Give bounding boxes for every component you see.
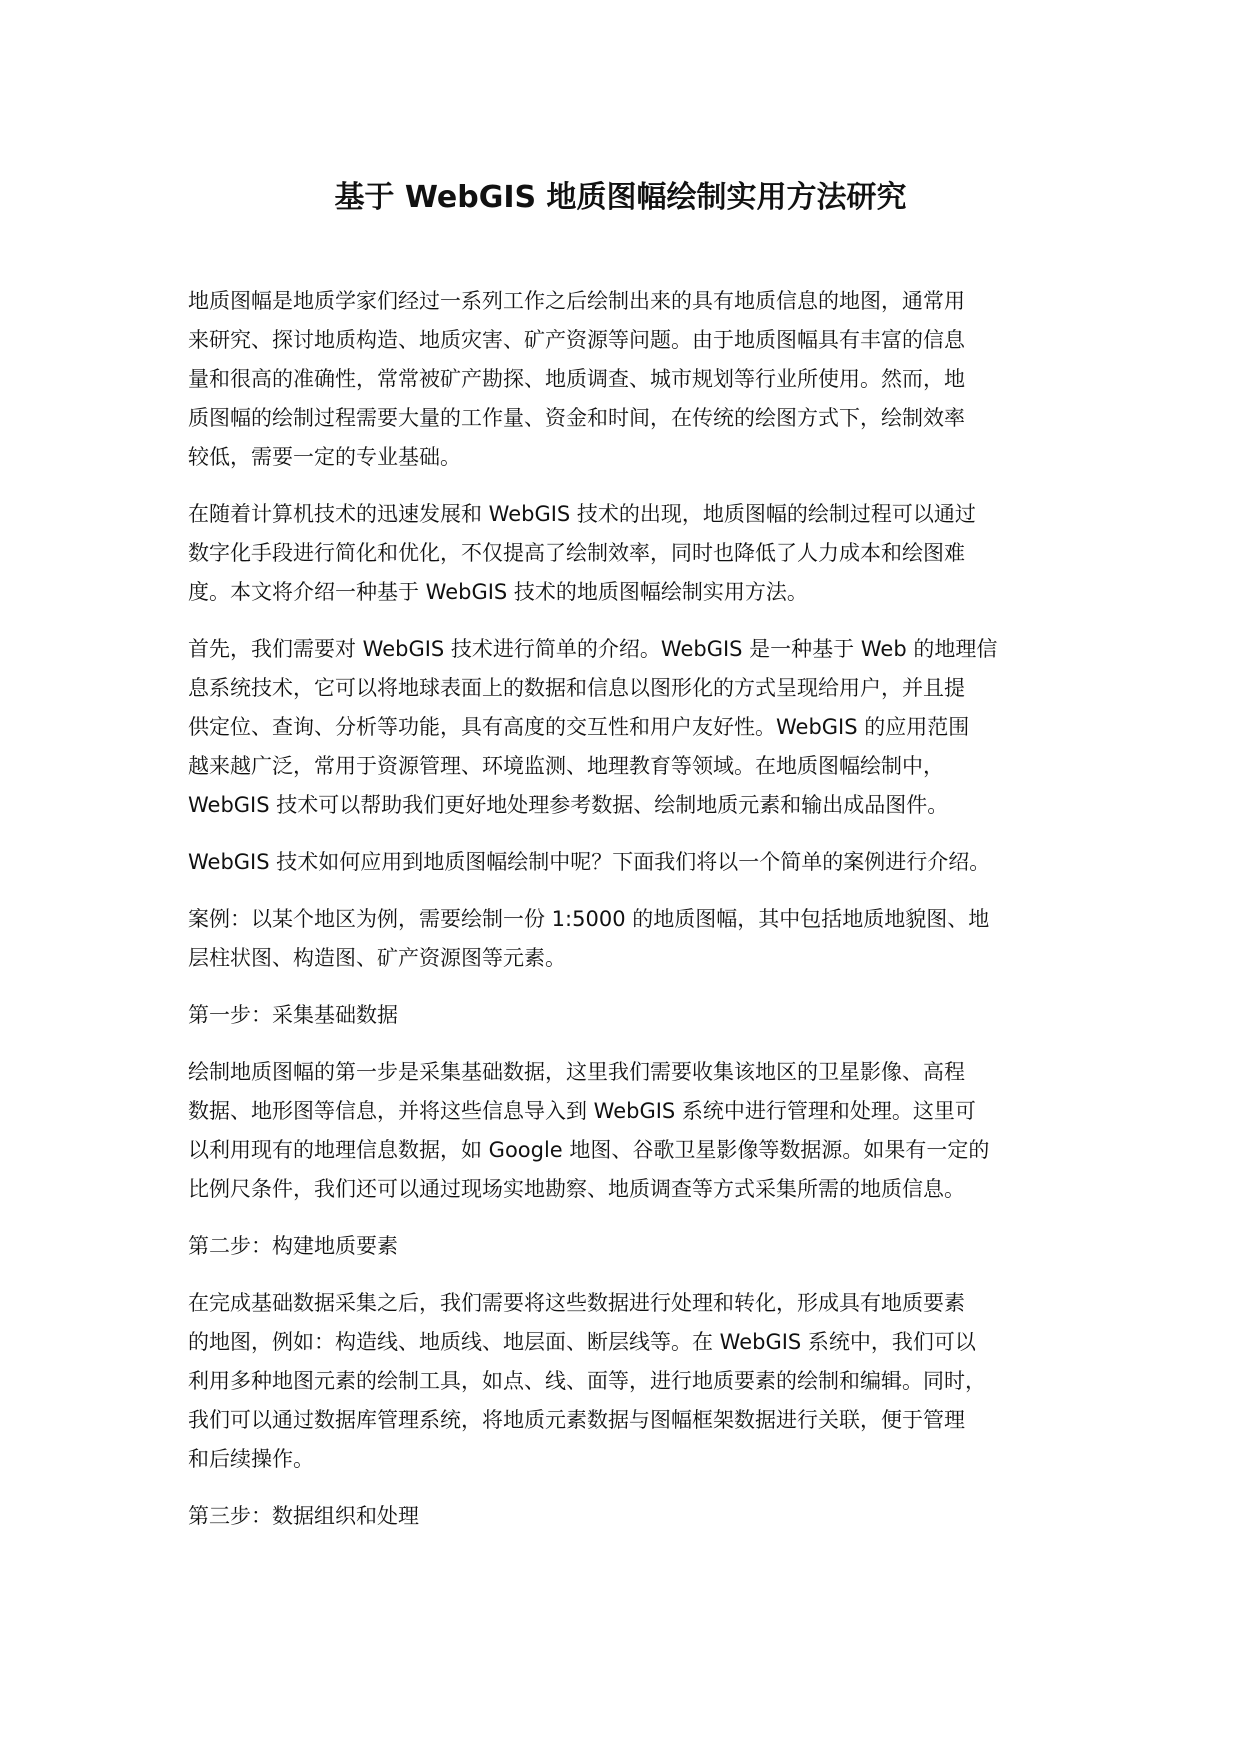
text-line: 利用多种地图元素的绘制工具，如点、线、面等，进行地质要素的绘制和编辑。同时，: [188, 1369, 986, 1393]
text-line: 以利用现有的地理信息数据，如 Google 地图、谷歌卫星影像等数据源。如果有一定的: [188, 1138, 990, 1162]
text-line: 度。本文将介绍一种基于 WebGIS 技术的地质图幅绘制实用方法。: [188, 580, 808, 604]
text-line: 供定位、查询、分析等功能，具有高度的交互性和用户友好性。WebGIS 的应用范围: [188, 715, 970, 739]
step-2-heading: [188, 1227, 1068, 1266]
text-line: 我们可以通过数据库管理系统，将地质元素数据与图幅框架数据进行关联，便于管理: [188, 1408, 965, 1432]
text-line: 在完成基础数据采集之后，我们需要将这些数据进行处理和转化，形成具有地质要素: [188, 1291, 965, 1315]
step-3-heading: [188, 1497, 1068, 1536]
text-line: 数字化手段进行简化和优化，不仅提高了绘制效率，同时也降低了人力成本和绘图难: [188, 541, 965, 565]
text-line: 绘制地质图幅的第一步是采集基础数据，这里我们需要收集该地区的卫星影像、高程: [188, 1060, 965, 1084]
paragraph-step-1: [188, 1053, 1068, 1209]
document-body: [188, 282, 1068, 1554]
text-line: 的地图，例如：构造线、地质线、地层面、断层线等。在 WebGIS 系统中，我们可以: [188, 1330, 976, 1354]
step-1-heading: [188, 996, 1068, 1035]
text-line: 质图幅的绘制过程需要大量的工作量、资金和时间，在传统的绘图方式下，绘制效率: [188, 406, 965, 430]
text-line: 息系统技术，它可以将地球表面上的数据和信息以图形化的方式呈现给用户，并且提: [188, 676, 965, 700]
text-line: WebGIS 技术如何应用到地质图幅绘制中呢？下面我们将以一个简单的案例进行介绍。: [188, 850, 991, 874]
paragraph-webgis-emergence: [188, 495, 1068, 612]
text-line: 数据、地形图等信息，并将这些信息导入到 WebGIS 系统中进行管理和处理。这里可: [188, 1099, 976, 1123]
text-line: 比例尺条件，我们还可以通过现场实地勘察、地质调查等方式采集所需的地质信息。: [188, 1177, 965, 1201]
paragraph-case: [188, 900, 1068, 978]
text-line: 越来越广泛，常用于资源管理、环境监测、地理教育等领域。在地质图幅绘制中，: [188, 754, 944, 778]
paragraph-webgis-intro: [188, 630, 1068, 825]
text-line: 较低，需要一定的专业基础。: [188, 445, 461, 469]
text-line: 和后续操作。: [188, 1447, 314, 1471]
paragraph-step-2: [188, 1284, 1068, 1479]
text-line: 首先，我们需要对 WebGIS 技术进行简单的介绍。WebGIS 是一种基于 Web 的地理信: [188, 637, 998, 661]
paragraph-case-question: [188, 843, 1068, 882]
text-line: 第二步：构建地质要素: [188, 1234, 398, 1258]
text-line: 第一步：采集基础数据: [188, 1003, 398, 1027]
text-line: 在随着计算机技术的迅速发展和 WebGIS 技术的出现，地质图幅的绘制过程可以通过: [188, 502, 976, 526]
text-line: 第三步：数据组织和处理: [188, 1504, 419, 1528]
text-line: 案例：以某个地区为例，需要绘制一份 1:5000 的地质图幅，其中包括地质地貌图、地: [188, 907, 990, 931]
text-line: 层柱状图、构造图、矿产资源图等元素。: [188, 946, 566, 970]
text-line: WebGIS 技术可以帮助我们更好地处理参考数据、绘制地质元素和输出成品图件。: [188, 793, 949, 817]
text-line: 量和很高的准确性，常常被矿产勘探、地质调查、城市规划等行业所使用。然而，地: [188, 367, 965, 391]
document-title: 基于 WebGIS 地质图幅绘制实用方法研究: [334, 180, 907, 215]
text-line: 地质图幅是地质学家们经过一系列工作之后绘制出来的具有地质信息的地图，通常用: [188, 289, 965, 313]
text-line: 来研究、探讨地质构造、地质灾害、矿产资源等问题。由于地质图幅具有丰富的信息: [188, 328, 965, 352]
paragraph-intro: [188, 282, 1068, 477]
